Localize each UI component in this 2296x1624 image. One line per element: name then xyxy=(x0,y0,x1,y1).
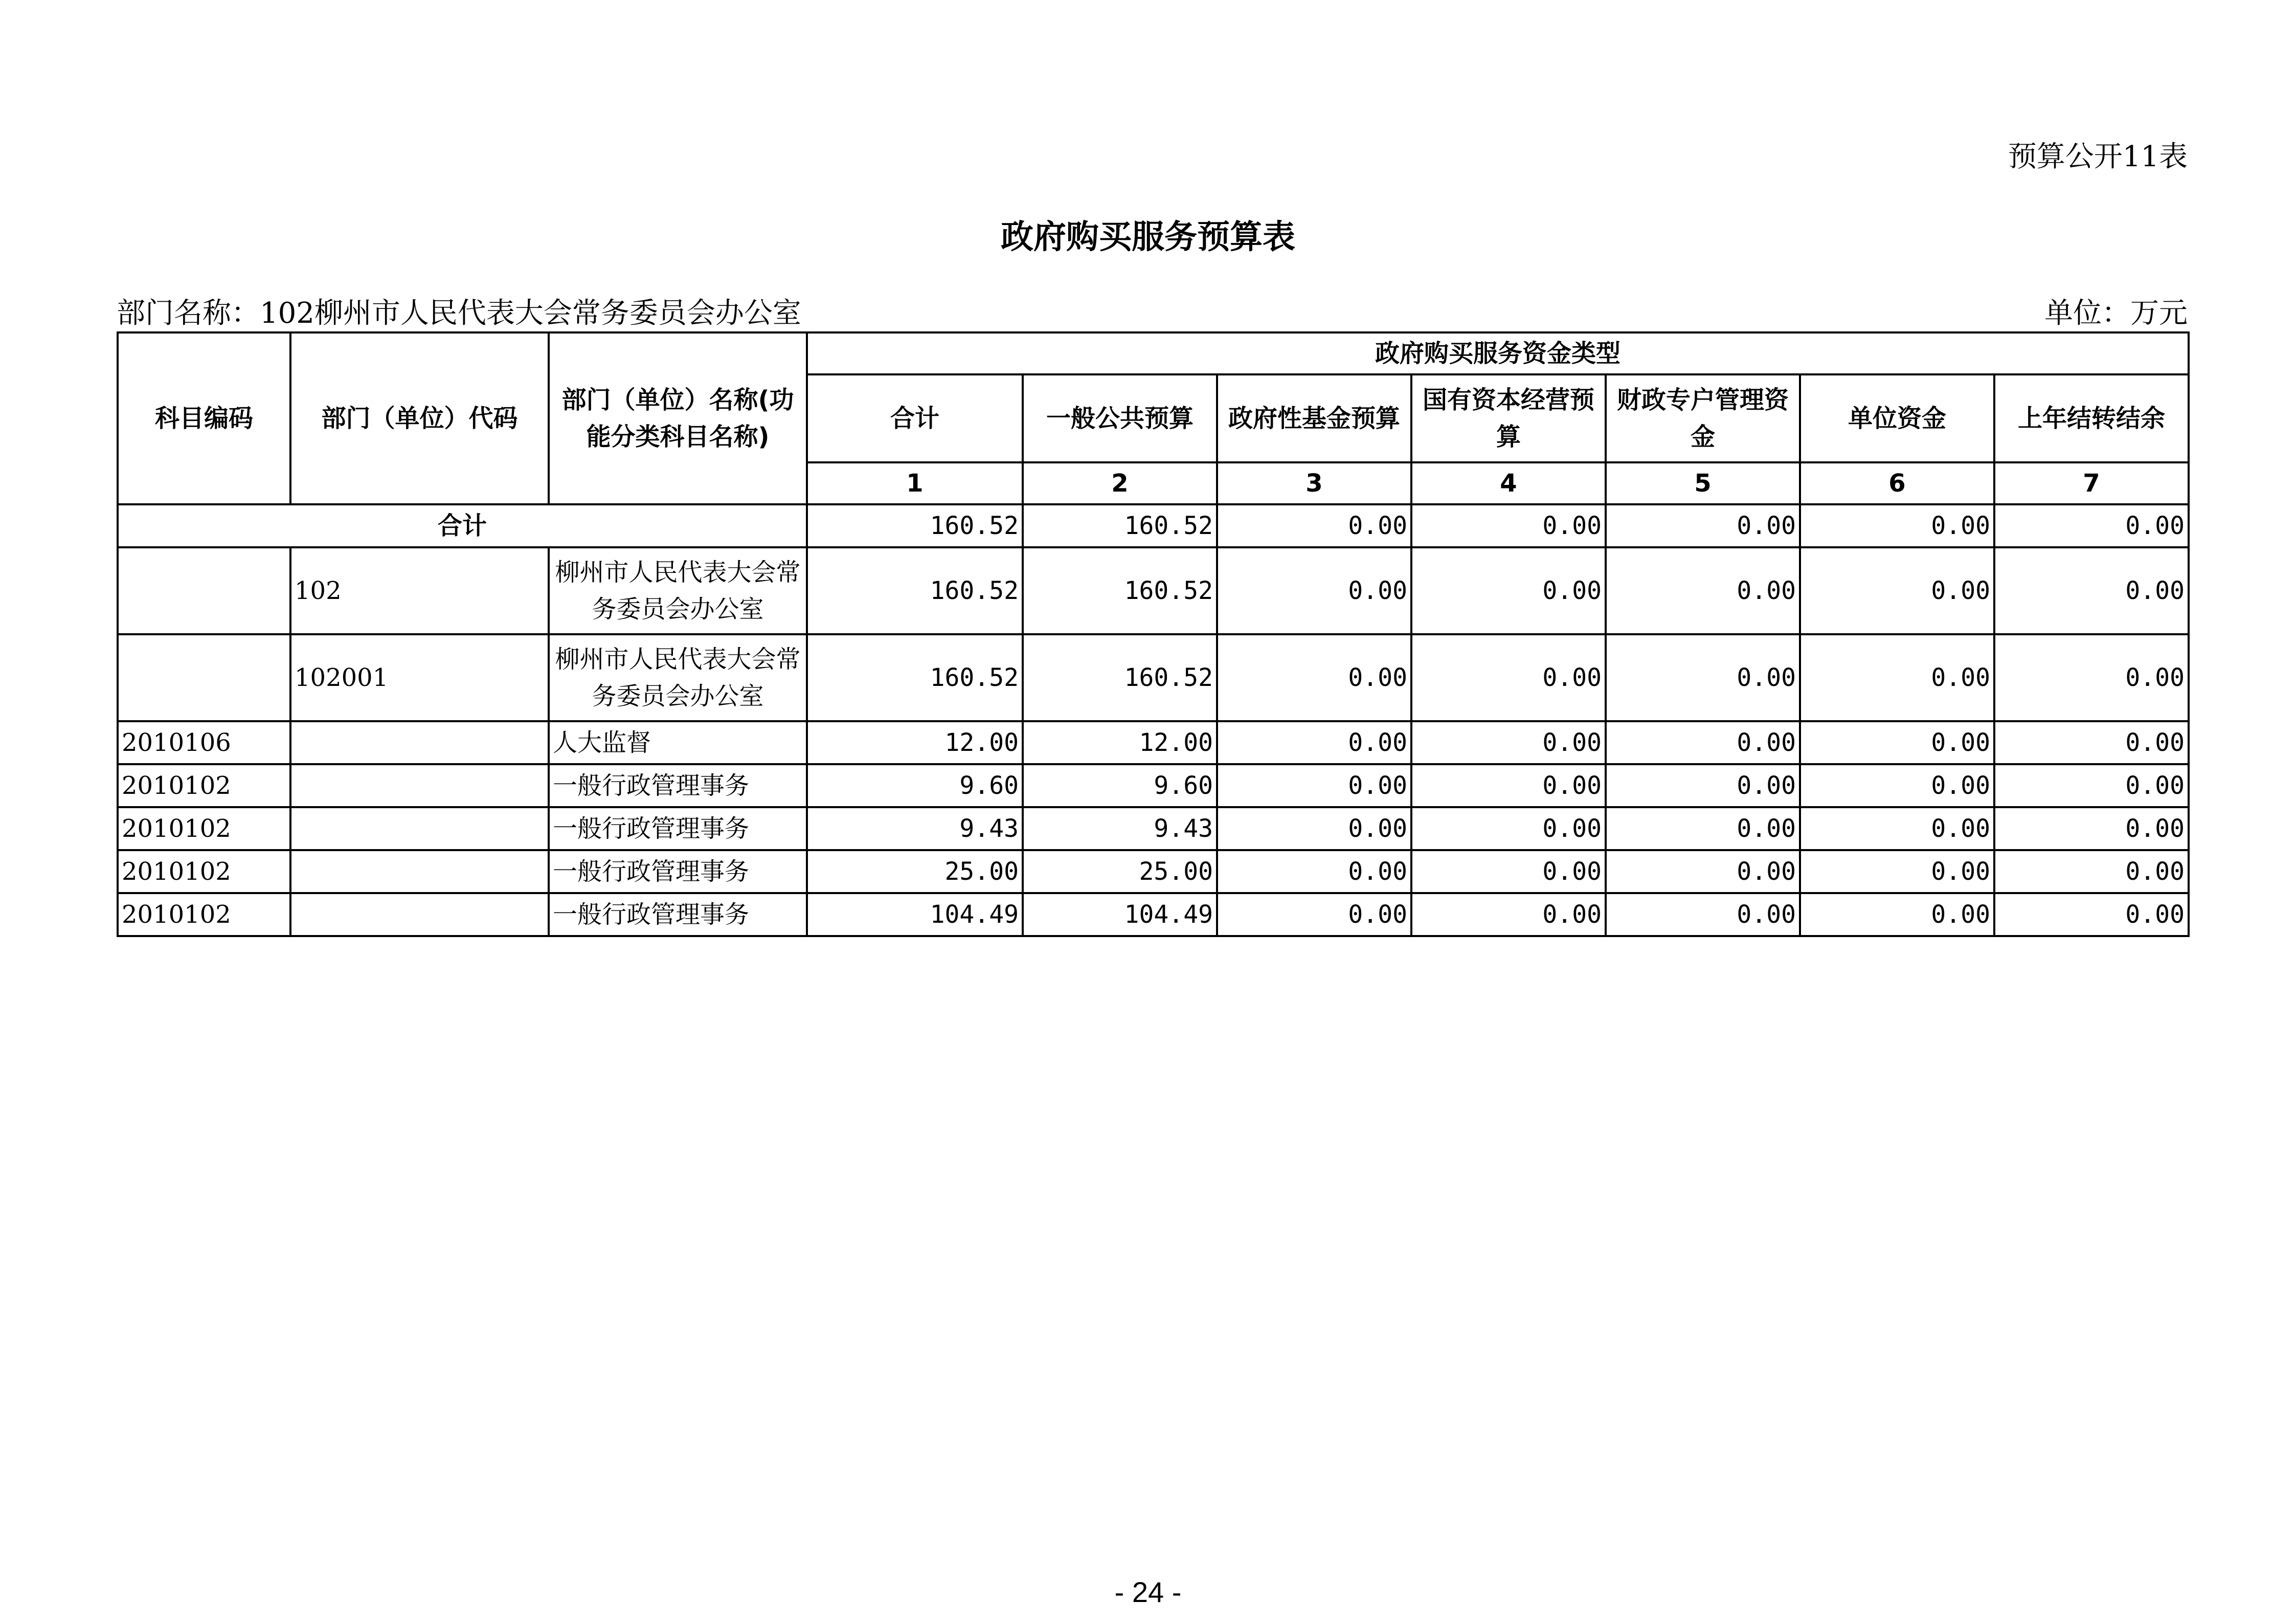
cell-value: 12.00 xyxy=(1023,721,1217,764)
total-value: 0.00 xyxy=(1800,504,1994,547)
cell-value: 0.00 xyxy=(1800,721,1994,764)
subject-code: 2010102 xyxy=(118,807,290,850)
header-col-unit-funds: 单位资金 xyxy=(1800,374,1994,462)
cell-value: 0.00 xyxy=(1994,893,2189,936)
cell-value: 0.00 xyxy=(1606,764,1800,807)
dept-code xyxy=(290,721,549,764)
table-row xyxy=(118,893,2189,936)
form-id: 预算公开11表 xyxy=(2008,140,2188,173)
header-index: 4 xyxy=(1411,462,1606,504)
cell-value: 0.00 xyxy=(1217,807,1411,850)
cell-value: 0.00 xyxy=(1411,893,1606,936)
cell-value: 0.00 xyxy=(1411,721,1606,764)
cell-value: 104.49 xyxy=(1023,893,1217,936)
unit-label: 单位：万元 xyxy=(2044,297,2188,330)
header-index: 5 xyxy=(1606,462,1800,504)
dept-name: 一般行政管理事务 xyxy=(549,764,807,807)
table-row xyxy=(118,547,2189,634)
cell-value: 25.00 xyxy=(807,850,1023,893)
header-subject-code: 科目编码 xyxy=(118,332,290,504)
cell-value: 0.00 xyxy=(1800,547,1994,634)
cell-value: 0.00 xyxy=(1994,634,2189,721)
subject-code: 2010106 xyxy=(118,721,290,764)
cell-value: 0.00 xyxy=(1411,807,1606,850)
dept-name: 一般行政管理事务 xyxy=(549,893,807,936)
table-row xyxy=(118,634,2189,721)
header-col-special-account: 财政专户管理资金 xyxy=(1606,374,1800,462)
total-value: 160.52 xyxy=(1023,504,1217,547)
total-row xyxy=(118,504,2189,547)
subject-code: 2010102 xyxy=(118,850,290,893)
dept-code xyxy=(290,850,549,893)
table-row xyxy=(118,764,2189,807)
header-dept-code: 部门（单位）代码 xyxy=(290,332,549,504)
subject-code: 2010102 xyxy=(118,893,290,936)
cell-value: 0.00 xyxy=(1800,764,1994,807)
cell-value: 160.52 xyxy=(807,547,1023,634)
cell-value: 0.00 xyxy=(1606,634,1800,721)
dept-code: 102001 xyxy=(290,634,549,721)
header-col-fund-budget: 政府性基金预算 xyxy=(1217,374,1411,462)
cell-value: 0.00 xyxy=(1217,721,1411,764)
subject-code xyxy=(118,547,290,634)
cell-value: 0.00 xyxy=(1217,850,1411,893)
cell-value: 0.00 xyxy=(1606,850,1800,893)
cell-value: 0.00 xyxy=(1217,634,1411,721)
dept-code xyxy=(290,764,549,807)
total-value: 0.00 xyxy=(1217,504,1411,547)
subject-code xyxy=(118,634,290,721)
dept-name: 柳州市人民代表大会常务委员会办公室 xyxy=(549,634,807,721)
dept-code xyxy=(290,807,549,850)
header-index: 3 xyxy=(1217,462,1411,504)
cell-value: 0.00 xyxy=(1606,807,1800,850)
table-row xyxy=(118,850,2189,893)
cell-value: 0.00 xyxy=(1217,893,1411,936)
header-col-general-budget: 一般公共预算 xyxy=(1023,374,1217,462)
cell-value: 0.00 xyxy=(1994,850,2189,893)
cell-value: 0.00 xyxy=(1800,850,1994,893)
cell-value: 0.00 xyxy=(1994,547,2189,634)
cell-value: 0.00 xyxy=(1217,547,1411,634)
cell-value: 0.00 xyxy=(1994,721,2189,764)
cell-value: 0.00 xyxy=(1994,807,2189,850)
cell-value: 0.00 xyxy=(1800,893,1994,936)
cell-value: 160.52 xyxy=(1023,634,1217,721)
subject-code: 2010102 xyxy=(118,764,290,807)
dept-name: 柳州市人民代表大会常务委员会办公室 xyxy=(549,547,807,634)
cell-value: 160.52 xyxy=(1023,547,1217,634)
table-row xyxy=(118,807,2189,850)
dept-name: 一般行政管理事务 xyxy=(549,850,807,893)
header-col-carryover: 上年结转结余 xyxy=(1994,374,2189,462)
cell-value: 0.00 xyxy=(1800,807,1994,850)
header-index: 1 xyxy=(807,462,1023,504)
cell-value: 25.00 xyxy=(1023,850,1217,893)
cell-value: 9.43 xyxy=(1023,807,1217,850)
header-col-state-capital: 国有资本经营预算 xyxy=(1411,374,1606,462)
cell-value: 0.00 xyxy=(1800,634,1994,721)
cell-value: 0.00 xyxy=(1606,547,1800,634)
budget-table xyxy=(117,331,2190,937)
cell-value: 0.00 xyxy=(1606,893,1800,936)
total-label: 合计 xyxy=(118,504,807,547)
header-col-total: 合计 xyxy=(807,374,1023,462)
cell-value: 104.49 xyxy=(807,893,1023,936)
total-value: 0.00 xyxy=(1606,504,1800,547)
header-index: 6 xyxy=(1800,462,1994,504)
cell-value: 0.00 xyxy=(1217,764,1411,807)
total-value: 0.00 xyxy=(1411,504,1606,547)
header-dept-name: 部门（单位）名称(功能分类科目名称) xyxy=(549,332,807,504)
cell-value: 9.43 xyxy=(807,807,1023,850)
cell-value: 0.00 xyxy=(1411,547,1606,634)
total-value: 160.52 xyxy=(807,504,1023,547)
dept-name: 一般行政管理事务 xyxy=(549,807,807,850)
table-row xyxy=(118,721,2189,764)
header-index: 7 xyxy=(1994,462,2189,504)
cell-value: 0.00 xyxy=(1994,764,2189,807)
page-number: - 24 - xyxy=(1114,1576,1182,1608)
dept-code: 102 xyxy=(290,547,549,634)
cell-value: 0.00 xyxy=(1411,764,1606,807)
cell-value: 12.00 xyxy=(807,721,1023,764)
cell-value: 9.60 xyxy=(807,764,1023,807)
cell-value: 160.52 xyxy=(807,634,1023,721)
cell-value: 0.00 xyxy=(1411,634,1606,721)
document-title: 政府购买服务预算表 xyxy=(1001,218,1295,256)
header-fund-group: 政府购买服务资金类型 xyxy=(807,332,2189,374)
cell-value: 0.00 xyxy=(1606,721,1800,764)
dept-name: 人大监督 xyxy=(549,721,807,764)
total-value: 0.00 xyxy=(1994,504,2189,547)
header-index: 2 xyxy=(1023,462,1217,504)
cell-value: 9.60 xyxy=(1023,764,1217,807)
department-label: 部门名称：102柳州市人民代表大会常务委员会办公室 xyxy=(117,297,801,330)
cell-value: 0.00 xyxy=(1411,850,1606,893)
dept-code xyxy=(290,893,549,936)
